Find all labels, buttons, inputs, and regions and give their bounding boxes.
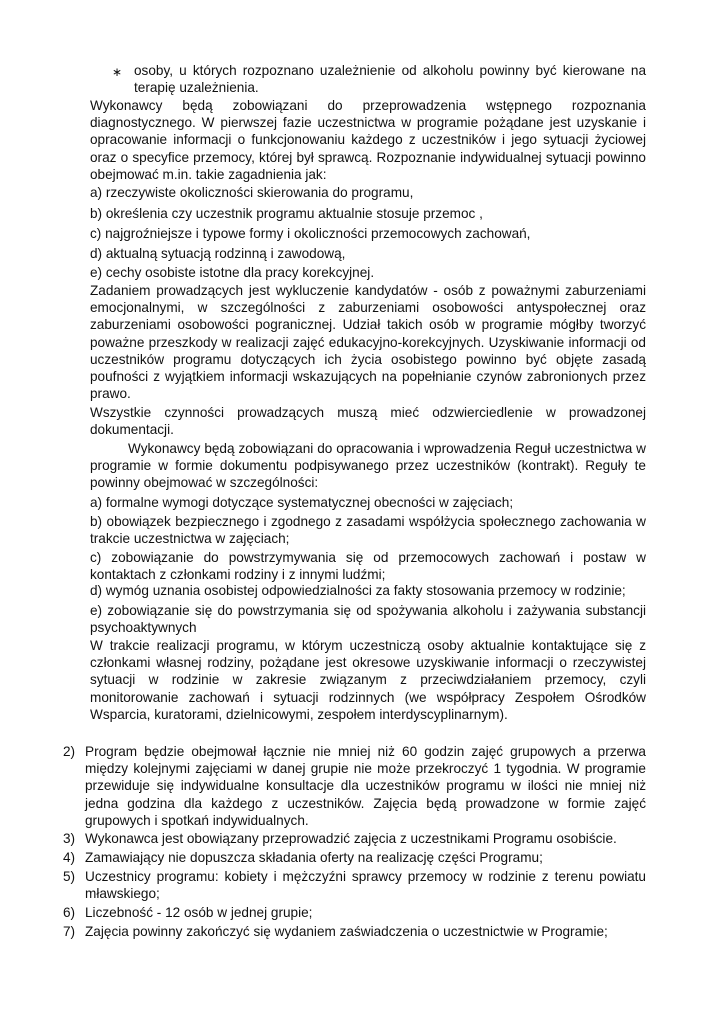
rule-item-a: a) formalne wymogi dotyczące systematycznej obecności w zajęciach; bbox=[90, 495, 514, 510]
list-item-6: Liczebność - 12 osób w jednej grupie; bbox=[85, 905, 313, 920]
paragraph-rules: Wykonawcy będą zobowiązani do opracowania i wprowadzenia Reguł uczestnictwa w programie w formie dokumentu podpisywanego przez uczestników (kontrakt). Reguły te powinny obejmować w szczególności: bbox=[90, 441, 646, 491]
paragraph-monitoring: W trakcie realizacji programu, w którym uczestniczą osoby aktualnie kontaktujące się z członkami własnej rodziny, pożądane jest okresowe uzyskiwanie informacji o rzeczywistej sytuacji w rodzinie w zakresie związanym z przeciwdziałaniem przemocy, czyli monitorowanie zachowań i sytuacji rodzinnych (we współpracy Zespołem Ośrodków Wsparcia, kuratorami, dzielnicowymi, zespołem interdyscyplinarnym). bbox=[90, 638, 646, 722]
diag-item-e: e) cechy osobiste istotne dla pracy korekcyjnej. bbox=[90, 265, 375, 280]
list-number-7: 7) bbox=[63, 924, 76, 939]
bullet-marker: ∗ bbox=[112, 65, 123, 79]
diag-item-d: d) aktualną sytuacją rodzinną i zawodową, bbox=[90, 246, 346, 261]
list-number-5: 5) bbox=[63, 869, 76, 884]
paragraph-documentation: Wszystkie czynności prowadzących muszą mieć odzwierciedlenie w prowadzonej dokumentacji. bbox=[90, 405, 646, 438]
list-item-4: Zamawiający nie dopuszcza składania oferty na realizację części Programu; bbox=[85, 850, 543, 865]
diag-item-b: b) określenia czy uczestnik programu aktualnie stosuje przemoc , bbox=[90, 206, 483, 221]
diag-item-c: c) najgroźniejsze i typowe formy i okoliczności przemocowych zachowań, bbox=[90, 226, 531, 241]
rule-item-c: c) zobowiązanie do powstrzymywania się od przemocowych zachowań i postaw w kontaktach z członkami rodziny i z innymi ludźmi; bbox=[90, 550, 646, 583]
diag-item-a: a) rzeczywiste okoliczności skierowania do programu, bbox=[90, 185, 414, 200]
rule-item-d: d) wymóg uznania osobistej odpowiedzialności za fakty stosowania przemocy w rodzinie; bbox=[90, 583, 626, 598]
list-item-2: Program będzie obejmował łącznie nie mniej niż 60 godzin zajęć grupowych a przerwa między kolejnymi zajęciami w danej grupie nie może przekroczyć 1 tygodnia. W programie przewiduje się indywidualne konsultacje dla uczestników programu w ilości nie mniej niż jedna godzina dla każdego z uczestników. Zajęcia będą prowadzone w formie zajęć grupowych i spotkań indywidualnych. bbox=[85, 744, 646, 828]
list-number-3: 3) bbox=[63, 831, 76, 846]
list-item-5: Uczestnicy programu: kobiety i mężczyźni sprawcy przemocy w rodzinie z terenu powiatu mławskiego; bbox=[85, 869, 646, 902]
rule-item-e: e) zobowiązanie się do powstrzymania się od spożywania alkoholu i zażywania substancji psychoaktywnych bbox=[90, 603, 646, 636]
rule-item-b: b) obowiązek bezpiecznego i zgodnego z zasadami współżycia społecznego zachowania w trakcie uczestnictwa w zajęciach; bbox=[90, 514, 646, 547]
list-item-3: Wykonawca jest obowiązany przeprowadzić zajęcia z uczestnikami Programu osobiście. bbox=[85, 831, 617, 846]
list-item-7: Zajęcia powinny zakończyć się wydaniem zaświadczenia o uczestnictwie w Programie; bbox=[85, 924, 608, 939]
bullet-text: osoby, u których rozpoznano uzależnienie od alkoholu powinny być kierowane na terapię uzależnienia. bbox=[134, 63, 646, 96]
list-number-4: 4) bbox=[63, 850, 76, 865]
paragraph-leaders: Zadaniem prowadzących jest wykluczenie kandydatów - osób z poważnymi zaburzeniami emocjonalnymi, w szczególności z zaburzeniami osobowości antyspołecznej oraz zaburzeniami osobowości pogranicznej. Udział takich osób w programie mógłby tworzyć poważne przeszkody w realizacji zajęć edukacyjno-korekcyjnych. Uzyskiwanie informacji od uczestników programu dotyczących ich życia osobistego powinno być objęte zasadą poufności z wyjątkiem informacji wskazujących na popełnianie czynów zabronionych przez prawo. bbox=[90, 283, 646, 402]
list-number-6: 6) bbox=[63, 905, 76, 920]
list-number-2: 2) bbox=[63, 744, 76, 759]
paragraph-diagnosis: Wykonawcy będą zobowiązani do przeprowadzenia wstępnego rozpoznania diagnostycznego. W pierwszej fazie uczestnictwa w programie pożądane jest uzyskanie i opracowanie informacji o funkcjonowaniu każdego z uczestników i jego sytuacji życiowej oraz o specyfice przemocy, której był sprawcą. Rozpoznanie indywidualnej sytuacji powinno obejmować m.in. takie zagadnienia jak: bbox=[90, 98, 646, 182]
